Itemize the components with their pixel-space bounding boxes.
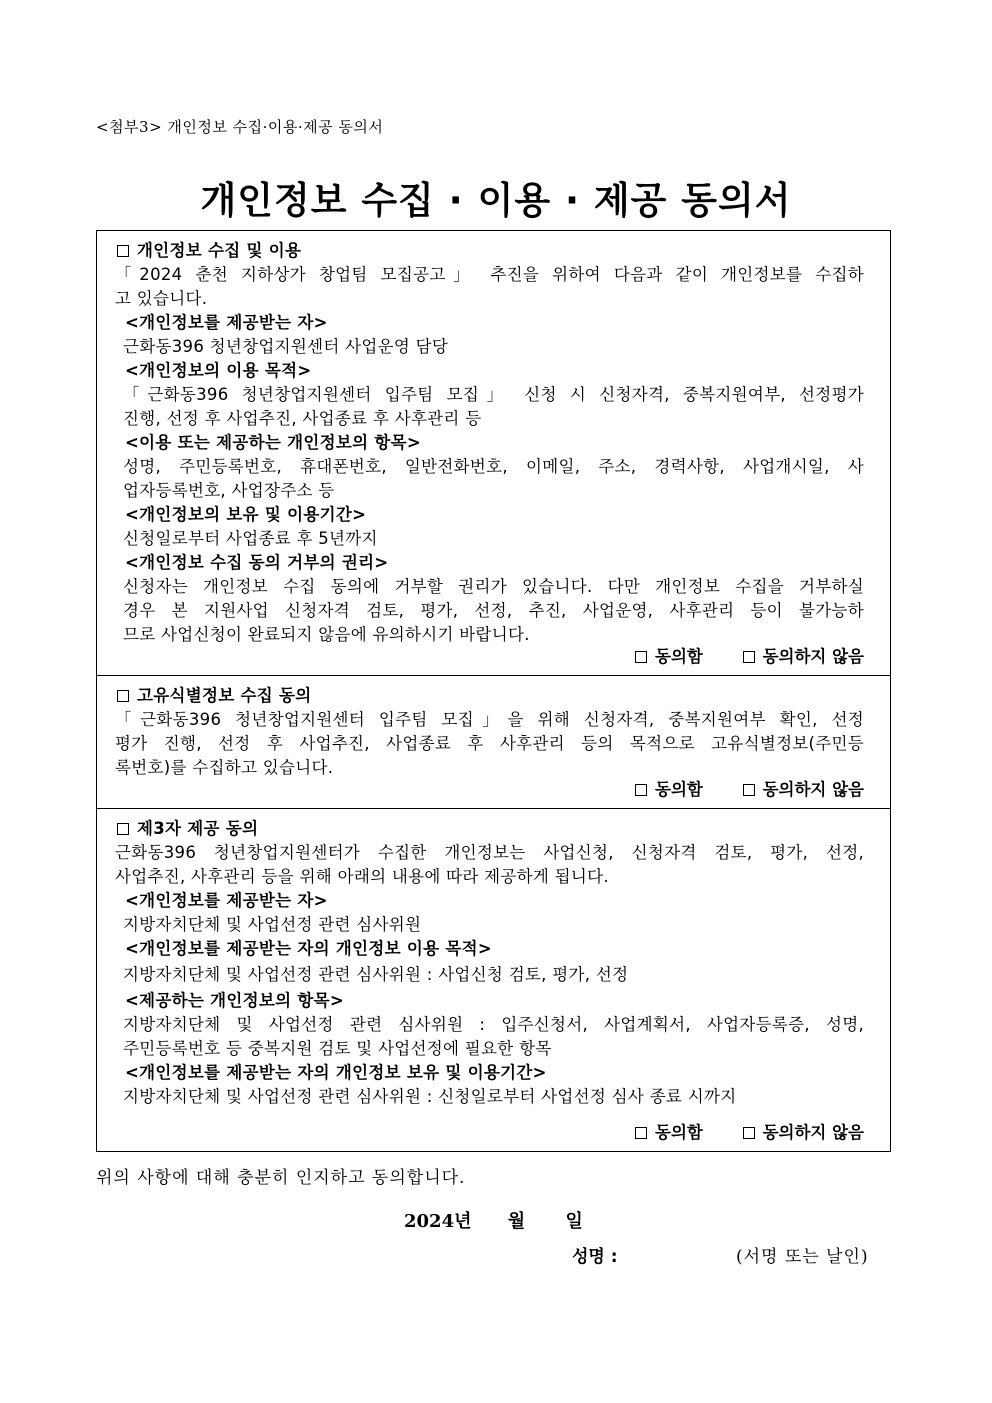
period-heading: <개인정보의 보유 및 이용기간> [125, 505, 367, 524]
agree-option[interactable] [635, 780, 703, 799]
intro-text: 「2024 춘천 지하상가 창업팀 모집공고」 추진을 위하여 다음과 같이 개인정보를 수집하 [115, 265, 864, 284]
section-third-party [96, 808, 891, 1152]
attachment-label: <첨부3> 개인정보 수집·이용·제공 동의서 [96, 118, 384, 136]
body-text: 「근화동396 청년창업지원센터 입주팀 모집」을 위해 신청자격, 중복지원여부 확인, 선정 [115, 710, 864, 729]
body-text: 평가 진행, 선정 후 사업추진, 사업종료 후 사후관리 등의 목적으로 고유식별정보(주민등 [115, 734, 864, 753]
consent-options [635, 1121, 864, 1145]
section-collection-use [96, 230, 891, 676]
recipient-text: 근화동396 청년창업지원센터 사업운영 담당 [123, 337, 449, 356]
intro-text: 사업추진, 사후관리 등을 위해 아래의 내용에 따라 제공하게 됩니다. [115, 867, 609, 886]
agree-checkbox[interactable] [635, 651, 647, 663]
items-text: 성명, 주민등록번호, 휴대폰번호, 일반전화번호, 이메일, 주소, 경력사항, 사업개시일, 사 [123, 457, 864, 476]
agree-label: 동의함 [655, 1123, 703, 1142]
items-heading: <이용 또는 제공하는 개인정보의 항목> [125, 433, 422, 452]
agree-option[interactable] [635, 1123, 703, 1142]
purpose-heading: <개인정보의 이용 목적> [125, 361, 312, 380]
section-unique-id [96, 675, 891, 809]
period-heading: <개인정보를 제공받는 자의 개인정보 보유 및 이용기간> [125, 1063, 547, 1082]
disagree-option[interactable] [743, 1123, 864, 1142]
section-heading [117, 817, 864, 841]
body-text: 록번호)를 수집하고 있습니다. [115, 758, 334, 777]
recipient-heading: <개인정보를 제공받는 자> [125, 313, 328, 332]
agree-label: 동의함 [655, 647, 703, 666]
disagree-label: 동의하지 않음 [762, 647, 864, 666]
disagree-checkbox[interactable] [743, 784, 755, 796]
refusal-text: 경우 본 지원사업 신청자격 검토, 평가, 선정, 추진, 사업운영, 사후관리 등이 불가능하 [123, 601, 864, 620]
refusal-text: 므로 사업신청이 완료되지 않음에 유의하시기 바랍니다. [123, 625, 530, 644]
signature-label: 성명 : [572, 1247, 618, 1267]
disagree-label: 동의하지 않음 [762, 1123, 864, 1142]
refusal-text: 신청자는 개인정보 수집 동의에 거부할 권리가 있습니다. 다만 개인정보 수집을 거부하실 [123, 577, 864, 596]
period-text: 지방자치단체 및 사업선정 관련 심사위원 : 신청일로부터 사업선정 심사 종료 시까지 [123, 1087, 737, 1106]
date-day: 일 [565, 1211, 583, 1232]
signature-note: (서명 또는 날인) [736, 1247, 869, 1267]
consent-options [635, 778, 864, 802]
recipient-heading: <개인정보를 제공받는 자> [125, 891, 328, 910]
checkbox-icon [117, 823, 129, 835]
intro-text: 고 있습니다. [115, 289, 208, 308]
agree-label: 동의함 [655, 780, 703, 799]
disagree-option[interactable] [743, 780, 864, 799]
heading-text: 고유식별정보 수집 동의 [137, 686, 312, 705]
section-heading [117, 684, 864, 708]
section-heading [117, 239, 864, 263]
refusal-heading: <개인정보 수집 동의 거부의 권리> [125, 553, 389, 572]
confirmation-text: 위의 사항에 대해 충분히 인지하고 동의합니다. [96, 1168, 466, 1188]
agree-checkbox[interactable] [635, 1127, 647, 1139]
purpose-text: 「근화동396 청년창업지원센터 입주팀 모집」 신청 시 신청자격, 중복지원여부, 선정평가 [123, 385, 864, 404]
checkbox-icon [117, 245, 129, 257]
consent-options [635, 645, 864, 669]
heading-text: 제3자 제공 동의 [137, 819, 259, 838]
date-line [404, 1207, 583, 1233]
document-title: 개인정보 수집 · 이용 · 제공 동의서 [200, 179, 792, 222]
disagree-label: 동의하지 않음 [762, 780, 864, 799]
purpose-heading: <개인정보를 제공받는 자의 개인정보 이용 목적> [125, 939, 493, 958]
purpose-text: 지방자치단체 및 사업선정 관련 심사위원 : 사업신청 검토, 평가, 선정 [123, 965, 629, 984]
checkbox-icon [117, 690, 129, 702]
recipient-text: 지방자치단체 및 사업선정 관련 심사위원 [123, 915, 422, 934]
heading-text: 개인정보 수집 및 이용 [137, 241, 302, 260]
agree-checkbox[interactable] [635, 784, 647, 796]
date-month: 월 [507, 1211, 526, 1232]
disagree-checkbox[interactable] [743, 1127, 755, 1139]
items-text: 지방자치단체 및 사업선정 관련 심사위원 : 입주신청서, 사업계획서, 사업자등록증, 성명, [123, 1015, 864, 1034]
date-year: 2024년 [404, 1211, 472, 1232]
purpose-text: 진행, 선정 후 사업추진, 사업종료 후 사후관리 등 [123, 409, 482, 428]
items-text: 주민등록번호 등 중복지원 검토 및 사업선정에 필요한 항목 [123, 1039, 552, 1058]
agree-option[interactable] [635, 647, 703, 666]
disagree-option[interactable] [743, 647, 864, 666]
period-text: 신청일로부터 사업종료 후 5년까지 [123, 529, 378, 548]
intro-text: 근화동396 청년창업지원센터가 수집한 개인정보는 사업신청, 신청자격 검토, 평가, 선정, [115, 843, 864, 862]
items-text: 업자등록번호, 사업장주소 등 [123, 481, 335, 500]
items-heading: <제공하는 개인정보의 항목> [125, 991, 344, 1010]
disagree-checkbox[interactable] [743, 651, 755, 663]
